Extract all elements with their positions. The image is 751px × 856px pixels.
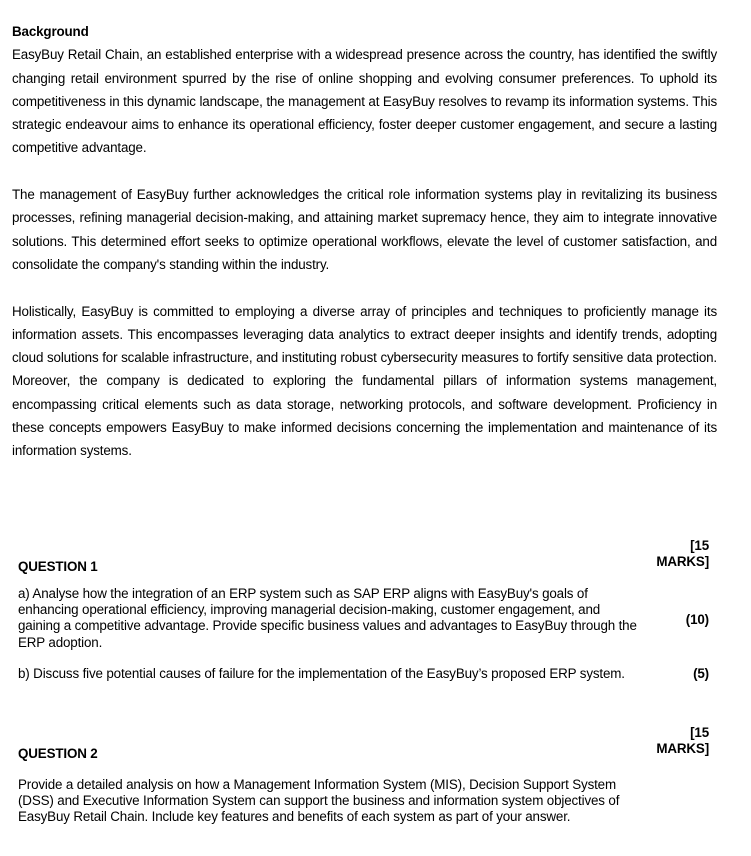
- question-2-total-marks: [629, 725, 709, 757]
- question-1-marks-line-2: MARKS]: [656, 554, 709, 569]
- question-1-title: QUESTION 1: [18, 559, 98, 574]
- background-heading: Background: [12, 24, 89, 39]
- question-2-header: [18, 725, 713, 765]
- question-1-part-a: [18, 586, 713, 651]
- question-2-title: QUESTION 2: [18, 746, 98, 761]
- question-1-part-a-marks: (10): [685, 612, 709, 627]
- question-1-marks-line-1: [15: [690, 538, 709, 553]
- question-2-marks-line-1: [15: [690, 725, 709, 740]
- background-paragraph-1: EasyBuy Retail Chain, an established enterprise with a widespread presence across the country, has identified the swiftly changing retail environment spurred by the rise of online shopping and evolving consumer preferences. To uphold its competitiveness in this dynamic landscape, the management at EasyBuy resolves to revamp its information systems. This strategic endeavour aims to enhance its operational efficiency, foster deeper customer engagement, and secure a lasting competitive advantage.: [12, 47, 717, 156]
- question-1-section: [18, 538, 713, 682]
- question-2-section: [18, 725, 713, 826]
- question-2-marks-line-2: MARKS]: [656, 741, 709, 756]
- question-1-total-marks: [629, 538, 709, 570]
- background-section: [12, 20, 717, 486]
- question-1-part-a-text: a) Analyse how the integration of an ERP system such as SAP ERP aligns with EasyBuy's goals of enhancing operational efficiency, improving managerial decision-making, customer engagement, and gaining a competitive advantage. Provide specific business values and advantages to EasyBuy through the ERP adoption.: [18, 586, 637, 650]
- background-paragraph-2: The management of EasyBuy further acknowledges the critical role information systems play in revitalizing its business processes, refining managerial decision-making, and attaining market supremacy hence, they aim to integrate innovative solutions. This determined effort seeks to optimize operational workflows, elevate the level of customer satisfaction, and consolidate the company's standing within the industry.: [12, 187, 717, 272]
- question-1-part-b-marks: (5): [693, 665, 709, 681]
- question-1-part-b: [18, 666, 713, 682]
- background-paragraph-3: Holistically, EasyBuy is committed to employing a diverse array of principles and techniques to proficiently manage its information assets. This encompasses leveraging data analytics to extract deeper insights and identify trends, adopting cloud solutions for scalable infrastructure, and instituting robust cybersecurity measures to fortify sensitive data protection. Moreover, the company is dedicated to exploring the fundamental pillars of information systems management, encompassing critical elements such as data storage, networking protocols, and software development. Proficiency in these concepts empowers EasyBuy to make informed decisions concerning the implementation and maintenance of its information systems.: [12, 303, 717, 459]
- question-1-part-b-text: b) Discuss five potential causes of failure for the implementation of the EasyBuy’s proposed ERP system.: [18, 665, 625, 681]
- question-1-header: [18, 538, 713, 578]
- question-2-text: Provide a detailed analysis on how a Management Information System (MIS), Decision Support System (DSS) and Executive Information System can support the business and information system objectives of EasyBuy Retail Chain. Include key features and benefits of each system as part of your answer.: [18, 777, 620, 825]
